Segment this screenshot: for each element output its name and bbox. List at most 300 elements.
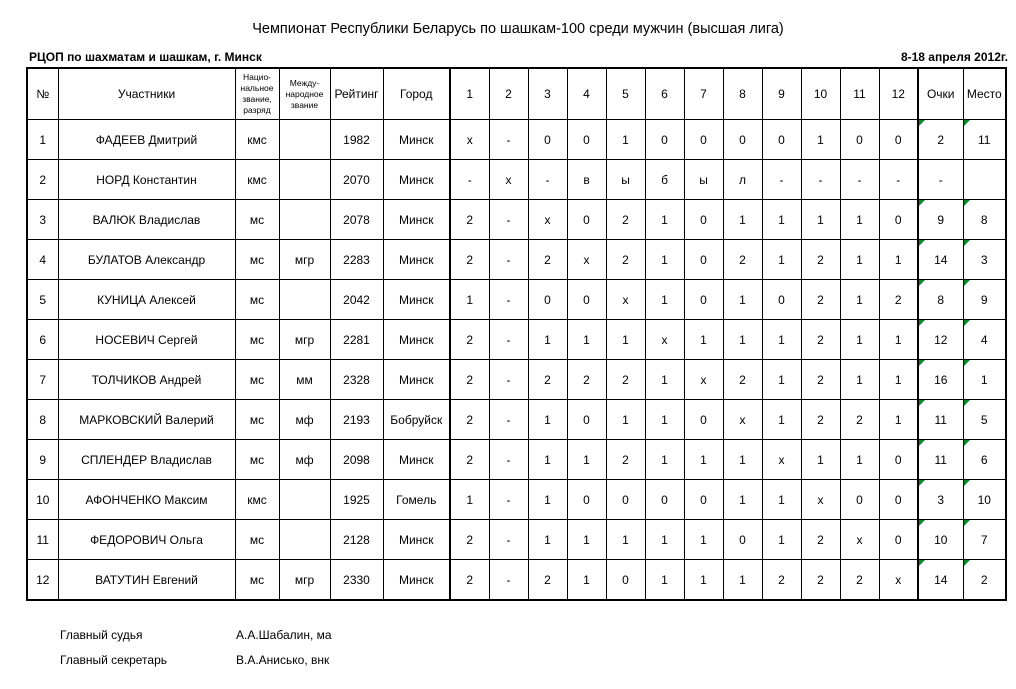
table-row	[27, 360, 1006, 400]
player-place	[963, 480, 1006, 520]
result-cell: 1	[879, 320, 918, 360]
result-cell: 2	[840, 400, 879, 440]
result-cell: -	[801, 160, 840, 200]
comment-marker-icon	[919, 240, 925, 246]
result-cell: 1	[762, 520, 801, 560]
player-place	[963, 120, 1006, 160]
comment-marker-icon	[964, 200, 970, 206]
player-rating: 2098	[330, 440, 383, 480]
player-name: НОСЕВИЧ Сергей	[58, 320, 235, 360]
result-cell: 1	[762, 320, 801, 360]
points-value: 14	[934, 572, 948, 587]
player-name: КУНИЦА Алексей	[58, 280, 235, 320]
place-value: 2	[980, 572, 988, 587]
result-cell: 1	[840, 440, 879, 480]
result-cell: 0	[528, 280, 567, 320]
result-cell: 1	[879, 240, 918, 280]
player-points	[918, 320, 963, 360]
result-cell: 2	[528, 360, 567, 400]
player-city: Минск	[383, 160, 450, 200]
result-cell: 0	[840, 120, 879, 160]
result-cell: 1	[723, 280, 762, 320]
result-cell: х	[762, 440, 801, 480]
result-cell: 1	[801, 200, 840, 240]
player-intl-title	[279, 280, 330, 320]
result-cell: 0	[606, 480, 645, 520]
result-cell: х	[528, 200, 567, 240]
header-round: 10	[801, 68, 840, 120]
player-intl-title: мф	[279, 440, 330, 480]
result-cell: -	[489, 400, 528, 440]
result-cell: 0	[762, 120, 801, 160]
result-cell: х	[801, 480, 840, 520]
player-points	[918, 480, 963, 520]
result-cell: 1	[762, 200, 801, 240]
player-points	[918, 440, 963, 480]
player-intl-title	[279, 480, 330, 520]
result-cell: б	[645, 160, 684, 200]
result-cell: 2	[450, 320, 489, 360]
result-cell: 1	[528, 520, 567, 560]
player-national-title: мс	[235, 560, 279, 601]
player-city: Минск	[383, 240, 450, 280]
player-place	[963, 400, 1006, 440]
points-value: 8	[937, 292, 945, 307]
result-cell: 0	[840, 480, 879, 520]
player-place	[963, 200, 1006, 240]
comment-marker-icon	[919, 120, 925, 126]
result-cell: х	[450, 120, 489, 160]
comment-marker-icon	[919, 360, 925, 366]
header-row	[27, 68, 1006, 120]
table-row	[27, 400, 1006, 440]
player-place	[963, 440, 1006, 480]
result-cell: 0	[684, 240, 723, 280]
result-cell: х	[723, 400, 762, 440]
result-cell: -	[489, 200, 528, 240]
points-value: 14	[934, 252, 948, 267]
result-cell: 0	[567, 400, 606, 440]
player-national-title: мс	[235, 320, 279, 360]
player-national-title: мс	[235, 360, 279, 400]
player-intl-title: мм	[279, 360, 330, 400]
result-cell: х	[684, 360, 723, 400]
result-cell: в	[567, 160, 606, 200]
points-value: 16	[934, 372, 948, 387]
organizer: РЦОП по шахматам и шашкам, г. Минск	[29, 50, 262, 64]
player-intl-title: мгр	[279, 560, 330, 601]
player-rating: 1982	[330, 120, 383, 160]
result-cell: 0	[684, 280, 723, 320]
comment-marker-icon	[919, 200, 925, 206]
player-place	[963, 320, 1006, 360]
result-cell: 2	[801, 560, 840, 601]
comment-marker-icon	[964, 440, 970, 446]
table-row	[27, 240, 1006, 280]
player-city: Минск	[383, 560, 450, 601]
player-num: 7	[27, 360, 58, 400]
player-national-title: мс	[235, 520, 279, 560]
header-national-title: Нацио-нальное звание, разряд	[235, 68, 279, 120]
result-cell: 1	[450, 480, 489, 520]
player-name: ФАДЕЕВ Дмитрий	[58, 120, 235, 160]
header-num: №	[27, 68, 58, 120]
header-round: 8	[723, 68, 762, 120]
result-cell: 2	[606, 240, 645, 280]
judge-label: Главный судья	[60, 628, 143, 642]
result-cell: х	[840, 520, 879, 560]
result-cell: 1	[528, 440, 567, 480]
player-national-title: мс	[235, 240, 279, 280]
player-national-title: мс	[235, 280, 279, 320]
result-cell: -	[489, 560, 528, 601]
result-cell: 1	[684, 320, 723, 360]
page-title: Чемпионат Республики Беларусь по шашкам-100 среди мужчин (высшая лига)	[252, 21, 784, 37]
points-value: 11	[934, 452, 947, 467]
result-cell: 0	[567, 280, 606, 320]
result-cell: 1	[528, 320, 567, 360]
player-num: 2	[27, 160, 58, 200]
result-cell: 1	[645, 440, 684, 480]
result-cell: 2	[801, 320, 840, 360]
player-place	[963, 360, 1006, 400]
result-cell: 2	[801, 280, 840, 320]
result-cell: 1	[879, 400, 918, 440]
player-city: Бобруйск	[383, 400, 450, 440]
header-rating: Рейтинг	[330, 68, 383, 120]
player-city: Минск	[383, 520, 450, 560]
result-cell: 2	[801, 520, 840, 560]
player-name: МАРКОВСКИЙ Валерий	[58, 400, 235, 440]
result-cell: 2	[450, 240, 489, 280]
place-value: 3	[980, 252, 988, 267]
result-cell: 1	[801, 440, 840, 480]
player-place	[963, 240, 1006, 280]
result-cell: 1	[762, 480, 801, 520]
points-value: 3	[937, 492, 945, 507]
player-num: 1	[27, 120, 58, 160]
header-intl-title: Между-народное звание	[279, 68, 330, 120]
comment-marker-icon	[919, 280, 925, 286]
result-cell: 1	[645, 360, 684, 400]
result-cell: 1	[762, 240, 801, 280]
player-national-title: кмс	[235, 120, 279, 160]
header-round: 2	[489, 68, 528, 120]
result-cell: 1	[606, 400, 645, 440]
player-num: 11	[27, 520, 58, 560]
result-cell: 1	[606, 520, 645, 560]
result-cell: -	[879, 160, 918, 200]
result-cell: -	[528, 160, 567, 200]
player-points	[918, 360, 963, 400]
player-city: Минск	[383, 280, 450, 320]
player-intl-title	[279, 160, 330, 200]
table-row	[27, 520, 1006, 560]
player-city: Минск	[383, 440, 450, 480]
result-cell: 2	[450, 440, 489, 480]
result-cell: 1	[606, 120, 645, 160]
result-cell: 1	[684, 560, 723, 601]
player-rating: 2281	[330, 320, 383, 360]
result-cell: 1	[567, 560, 606, 601]
result-cell: 1	[723, 440, 762, 480]
secretary-name: В.А.Анисько, внк	[236, 653, 330, 667]
result-cell: 2	[879, 280, 918, 320]
result-cell: 2	[567, 360, 606, 400]
points-value: -	[938, 172, 943, 187]
result-cell: 1	[645, 400, 684, 440]
result-cell: 2	[528, 240, 567, 280]
result-cell: -	[489, 440, 528, 480]
result-cell: 1	[723, 480, 762, 520]
header-participants: Участники	[58, 68, 235, 120]
result-cell: 0	[879, 440, 918, 480]
header-round: 9	[762, 68, 801, 120]
judge-name: А.А.Шабалин, ма	[236, 628, 332, 642]
player-rating: 2328	[330, 360, 383, 400]
secretary-label: Главный секретарь	[60, 653, 167, 667]
player-num: 4	[27, 240, 58, 280]
result-cell: 0	[606, 560, 645, 601]
header-points: Очки	[918, 68, 963, 120]
player-rating: 2193	[330, 400, 383, 440]
table-row	[27, 480, 1006, 520]
result-cell: 1	[645, 200, 684, 240]
comment-marker-icon	[964, 520, 970, 526]
player-national-title: мс	[235, 200, 279, 240]
comment-marker-icon	[964, 400, 970, 406]
result-cell: 1	[762, 360, 801, 400]
standings-table	[26, 67, 1007, 601]
header-round: 5	[606, 68, 645, 120]
result-cell: х	[879, 560, 918, 601]
table-row	[27, 440, 1006, 480]
player-points	[918, 280, 963, 320]
player-num: 10	[27, 480, 58, 520]
player-intl-title: мф	[279, 400, 330, 440]
result-cell: ы	[684, 160, 723, 200]
player-num: 6	[27, 320, 58, 360]
player-name: ВАЛЮК Владислав	[58, 200, 235, 240]
result-cell: 1	[645, 240, 684, 280]
player-rating: 2042	[330, 280, 383, 320]
result-cell: 1	[645, 280, 684, 320]
result-cell: 0	[645, 480, 684, 520]
result-cell: 2	[801, 400, 840, 440]
table-row	[27, 280, 1006, 320]
player-points	[918, 520, 963, 560]
comment-marker-icon	[919, 440, 925, 446]
result-cell: 0	[879, 200, 918, 240]
result-cell: 0	[684, 400, 723, 440]
result-cell: 1	[645, 560, 684, 601]
comment-marker-icon	[919, 400, 925, 406]
player-place	[963, 160, 1006, 200]
header-round: 6	[645, 68, 684, 120]
player-rating: 2128	[330, 520, 383, 560]
player-num: 9	[27, 440, 58, 480]
player-name: СПЛЕНДЕР Владислав	[58, 440, 235, 480]
result-cell: 0	[684, 480, 723, 520]
result-cell: 0	[567, 480, 606, 520]
result-cell: 1	[840, 280, 879, 320]
player-points	[918, 160, 963, 200]
result-cell: -	[489, 360, 528, 400]
points-value: 2	[937, 132, 945, 147]
result-cell: 0	[723, 120, 762, 160]
result-cell: 2	[840, 560, 879, 601]
place-value: 5	[980, 412, 988, 427]
table-row	[27, 560, 1006, 601]
header-round: 7	[684, 68, 723, 120]
player-rating: 2283	[330, 240, 383, 280]
header-round: 3	[528, 68, 567, 120]
player-national-title: мс	[235, 400, 279, 440]
result-cell: -	[489, 480, 528, 520]
player-rating: 2078	[330, 200, 383, 240]
player-name: ВАТУТИН Евгений	[58, 560, 235, 601]
result-cell: 0	[645, 120, 684, 160]
place-value: 6	[980, 452, 988, 467]
player-city: Минск	[383, 320, 450, 360]
place-value: 8	[980, 212, 988, 227]
header-round: 11	[840, 68, 879, 120]
result-cell: х	[645, 320, 684, 360]
result-cell: 1	[567, 320, 606, 360]
place-value: 7	[980, 532, 988, 547]
result-cell: 1	[840, 240, 879, 280]
comment-marker-icon	[919, 320, 925, 326]
result-cell: 1	[567, 440, 606, 480]
result-cell: 0	[879, 120, 918, 160]
place-value: 11	[978, 132, 991, 147]
result-cell: х	[489, 160, 528, 200]
result-cell: 1	[840, 200, 879, 240]
player-name: ТОЛЧИКОВ Андрей	[58, 360, 235, 400]
result-cell: -	[489, 120, 528, 160]
result-cell: л	[723, 160, 762, 200]
result-cell: 1	[801, 120, 840, 160]
player-num: 5	[27, 280, 58, 320]
result-cell: 0	[567, 200, 606, 240]
player-intl-title: мгр	[279, 240, 330, 280]
result-cell: 2	[450, 520, 489, 560]
result-cell: х	[567, 240, 606, 280]
result-cell: 1	[840, 360, 879, 400]
result-cell: 1	[840, 320, 879, 360]
result-cell: 2	[762, 560, 801, 601]
comment-marker-icon	[964, 560, 970, 566]
player-points	[918, 120, 963, 160]
header-round: 1	[450, 68, 489, 120]
result-cell: 2	[723, 240, 762, 280]
result-cell: 1	[645, 520, 684, 560]
header-round: 4	[567, 68, 606, 120]
comment-marker-icon	[919, 560, 925, 566]
result-cell: 2	[801, 360, 840, 400]
player-points	[918, 200, 963, 240]
result-cell: -	[762, 160, 801, 200]
player-name: НОРД Константин	[58, 160, 235, 200]
result-cell: 1	[684, 440, 723, 480]
result-cell: 0	[684, 200, 723, 240]
result-cell: 1	[567, 520, 606, 560]
comment-marker-icon	[964, 280, 970, 286]
player-rating: 2070	[330, 160, 383, 200]
header-place: Место	[963, 68, 1006, 120]
player-city: Минск	[383, 200, 450, 240]
result-cell: 0	[528, 120, 567, 160]
place-value: 4	[980, 332, 988, 347]
result-cell: 0	[567, 120, 606, 160]
result-cell: 2	[450, 400, 489, 440]
result-cell: -	[489, 320, 528, 360]
result-cell: 1	[879, 360, 918, 400]
player-name: БУЛАТОВ Александр	[58, 240, 235, 280]
result-cell: 1	[723, 560, 762, 601]
result-cell: 0	[879, 480, 918, 520]
result-cell: 2	[450, 560, 489, 601]
table-row	[27, 320, 1006, 360]
result-cell: 2	[606, 440, 645, 480]
result-cell: -	[450, 160, 489, 200]
player-place	[963, 520, 1006, 560]
player-city: Гомель	[383, 480, 450, 520]
result-cell: 2	[450, 360, 489, 400]
player-place	[963, 280, 1006, 320]
result-cell: 2	[723, 360, 762, 400]
player-intl-title: мгр	[279, 320, 330, 360]
player-intl-title	[279, 520, 330, 560]
player-points	[918, 240, 963, 280]
comment-marker-icon	[919, 480, 925, 486]
points-value: 11	[934, 412, 947, 427]
result-cell: -	[489, 520, 528, 560]
result-cell: -	[489, 240, 528, 280]
result-cell: -	[840, 160, 879, 200]
result-cell: 2	[450, 200, 489, 240]
player-num: 3	[27, 200, 58, 240]
table-row	[27, 160, 1006, 200]
result-cell: х	[606, 280, 645, 320]
result-cell: 1	[723, 320, 762, 360]
player-place	[963, 560, 1006, 601]
points-value: 9	[937, 212, 945, 227]
player-rating: 2330	[330, 560, 383, 601]
result-cell: 0	[879, 520, 918, 560]
result-cell: 1	[606, 320, 645, 360]
result-cell: 0	[762, 280, 801, 320]
result-cell: 1	[528, 400, 567, 440]
player-num: 12	[27, 560, 58, 601]
result-cell: 0	[723, 520, 762, 560]
player-national-title: мс	[235, 440, 279, 480]
result-cell: 1	[723, 200, 762, 240]
result-cell: 1	[684, 520, 723, 560]
player-city: Минск	[383, 120, 450, 160]
result-cell: 2	[801, 240, 840, 280]
player-name: ФЕДОРОВИЧ Ольга	[58, 520, 235, 560]
header-round: 12	[879, 68, 918, 120]
player-num: 8	[27, 400, 58, 440]
player-name: АФОНЧЕНКО Максим	[58, 480, 235, 520]
points-value: 12	[934, 332, 948, 347]
player-intl-title	[279, 120, 330, 160]
header-city: Город	[383, 68, 450, 120]
player-national-title: кмс	[235, 480, 279, 520]
player-points	[918, 560, 963, 601]
result-cell: 1	[450, 280, 489, 320]
